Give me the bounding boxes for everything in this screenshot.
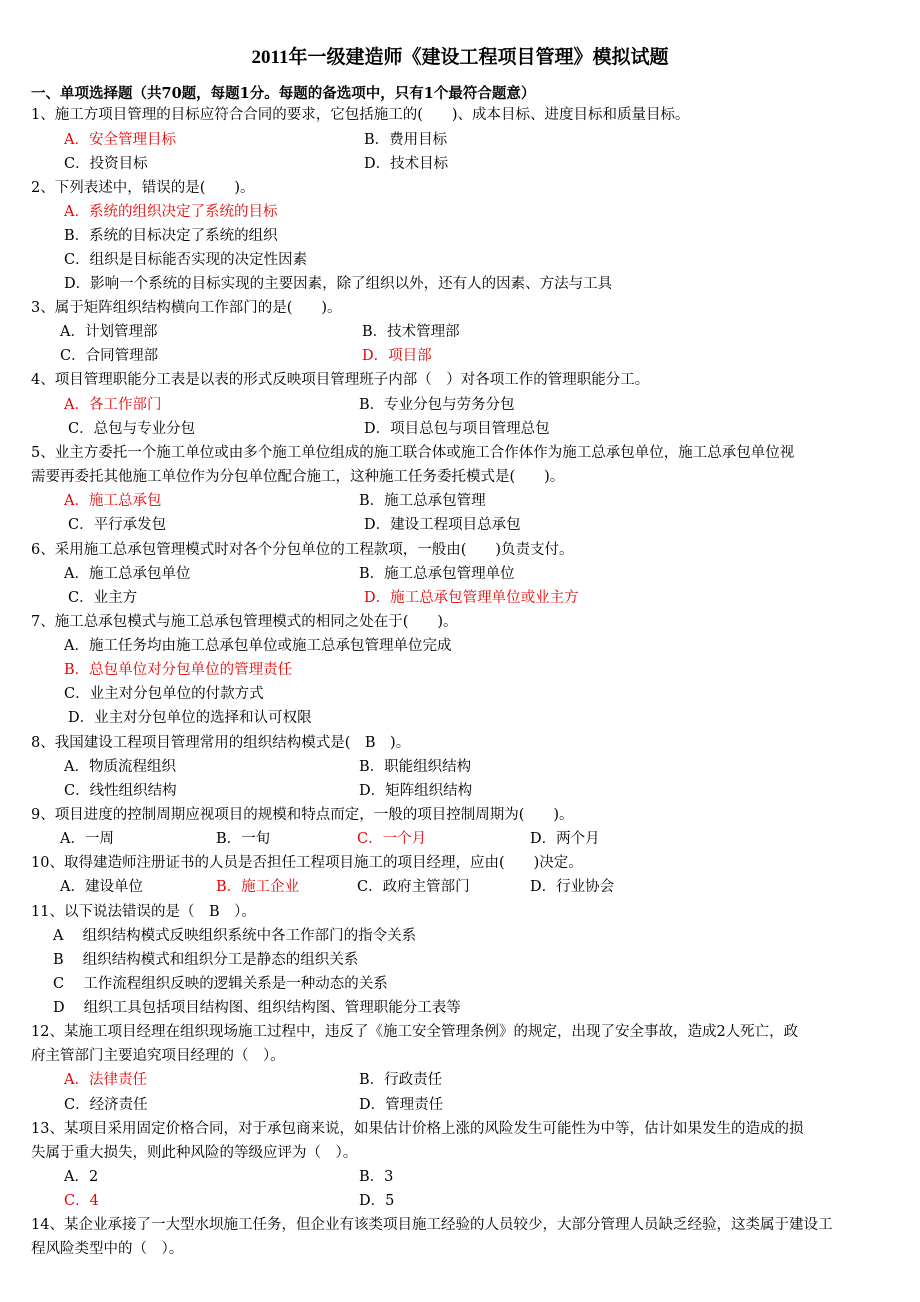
question-stem: 8、我国建设工程项目管理常用的组织结构模式是( B )。 (31, 735, 411, 751)
question-stem-cont: 失属于重大损失，则此种风险的等级应评为（ ）。 (31, 1145, 358, 1161)
option-d: D．5 (359, 1193, 395, 1209)
option-c: C．合同管理部 (60, 348, 159, 364)
option-c: C．平行承发包 (68, 517, 167, 533)
question-stem: 12、某施工项目经理在组织现场施工过程中，违反了《施工安全管理条例》的规定，出现了安全事故，造成2人死亡，政 (31, 1024, 799, 1040)
option-d: D．施工总承包管理单位或业主方 (364, 590, 579, 606)
option-a: A．施工总承包 (64, 493, 162, 509)
option-b: B．施工企业 (216, 879, 300, 895)
option-c: C．一个月 (357, 831, 427, 847)
question-stem: 11、以下说法错误的是（ B ）。 (31, 904, 256, 920)
option-c: C．业主方 (68, 590, 138, 606)
question-stem: 6、采用施工总承包管理模式时对各个分包单位的工程款项，一般由( )负责支付。 (31, 542, 574, 558)
option-a: A 组织结构模式反映组织系统中各工作部门的指令关系 (53, 928, 417, 944)
option-b: B．3 (359, 1169, 394, 1185)
option-c: C．投资目标 (64, 156, 148, 172)
option-a: A．计划管理部 (60, 324, 158, 340)
option-b: B．施工总承包管理 (359, 493, 486, 509)
question-stem-cont: 需要再委托其他施工单位作为分包单位配合施工，这种施工任务委托模式是( )。 (31, 469, 565, 485)
option-a: A．施工总承包单位 (64, 566, 191, 582)
option-d: D．项目总包与项目管理总包 (364, 421, 550, 437)
option-a: A．法律责任 (64, 1072, 147, 1088)
question-stem: 4、项目管理职能分工表是以表的形式反映项目管理班子内部（ ）对各项工作的管理职能分工。 (31, 372, 650, 388)
option-a: A．施工任务均由施工总承包单位或施工总承包管理单位完成 (64, 638, 452, 654)
option-a: A．建设单位 (60, 879, 143, 895)
option-d: D．影响一个系统的目标实现的主要因素，除了组织以外，还有人的因素、方法与工具 (64, 276, 613, 292)
option-d: D．两个月 (530, 831, 600, 847)
section-heading: 一、单项选择题（共70题，每题1分。每题的备选项中，只有1个最符合题意） (31, 85, 536, 102)
option-c: C 工作流程组织反映的逻辑关系是一种动态的关系 (53, 976, 388, 992)
option-b: B．施工总承包管理单位 (359, 566, 515, 582)
option-a: A．物质流程组织 (64, 759, 176, 775)
option-b: B．费用目标 (364, 132, 448, 148)
option-d: D．业主对分包单位的选择和认可权限 (68, 710, 312, 726)
option-b: B．专业分包与劳务分包 (359, 397, 515, 413)
option-a: A．安全管理目标 (64, 132, 176, 148)
option-a: A．各工作部门 (64, 397, 162, 413)
option-d: D 组织工具包括项目结构图、组织结构图、管理职能分工表等 (53, 1000, 461, 1016)
option-b: B．行政责任 (359, 1072, 443, 1088)
option-d: D．项目部 (362, 348, 432, 364)
option-a: A．2 (64, 1169, 99, 1185)
option-a: A．一周 (60, 831, 114, 847)
option-b: B．系统的目标决定了系统的组织 (64, 228, 278, 244)
option-a: A．系统的组织决定了系统的目标 (64, 204, 278, 220)
option-b: B 组织结构模式和组织分工是静态的组织关系 (53, 952, 359, 968)
option-d: D．矩阵组织结构 (359, 783, 473, 799)
option-d: D．建设工程项目总承包 (364, 517, 521, 533)
option-b: B．技术管理部 (362, 324, 460, 340)
question-stem: 14、某企业承接了一大型水坝施工任务，但企业有该类项目施工经验的人员较少，大部分管理人员缺乏经验，这类属于建设工 (31, 1217, 833, 1233)
option-c: C．业主对分包单位的付款方式 (64, 686, 264, 702)
question-stem: 5、业主方委托一个施工单位或由多个施工单位组成的施工联合体或施工合作体作为施工总承包单位，施工总承包单位视 (31, 445, 795, 461)
option-c: C．政府主管部门 (357, 879, 470, 895)
option-c: C．组织是目标能否实现的决定性因素 (64, 252, 308, 268)
question-stem: 3、属于矩阵组织结构横向工作部门的是( )。 (31, 300, 342, 316)
question-stem: 10、取得建造师注册证书的人员是否担任工程项目施工的项目经理，应由( )决定。 (31, 855, 583, 871)
option-c: C．经济责任 (64, 1097, 148, 1113)
question-stem: 1、施工方项目管理的目标应符合合同的要求，它包括施工的( )、成本目标、进度目标和质量目标。 (31, 107, 690, 123)
option-b: B．总包单位对分包单位的管理责任 (64, 662, 293, 678)
option-d: D．行业协会 (530, 879, 615, 895)
question-stem-cont: 府主管部门主要追究项目经理的（ ）。 (31, 1048, 285, 1064)
option-c: C．总包与专业分包 (68, 421, 196, 437)
page-title: 2011年一级建造师《建设工程项目管理》模拟试题 (251, 47, 669, 68)
option-b: B．一旬 (216, 831, 271, 847)
question-stem-cont: 程风险类型中的（ ）。 (31, 1241, 184, 1257)
option-d: D．技术目标 (364, 156, 449, 172)
option-c: C．4 (64, 1193, 99, 1209)
question-stem: 13、某项目采用固定价格合同，对于承包商来说，如果估计价格上涨的风险发生可能性为中等，估计如果发生的造成的损 (31, 1121, 804, 1137)
question-stem: 7、施工总承包模式与施工总承包管理模式的相同之处在于( )。 (31, 614, 458, 630)
option-b: B．职能组织结构 (359, 759, 472, 775)
option-d: D．管理责任 (359, 1097, 444, 1113)
question-stem: 9、项目进度的控制周期应视项目的规模和特点而定，一般的项目控制周期为( )。 (31, 807, 574, 823)
question-stem: 2、下列表述中，错误的是( )。 (31, 180, 255, 196)
option-c: C．线性组织结构 (64, 783, 177, 799)
